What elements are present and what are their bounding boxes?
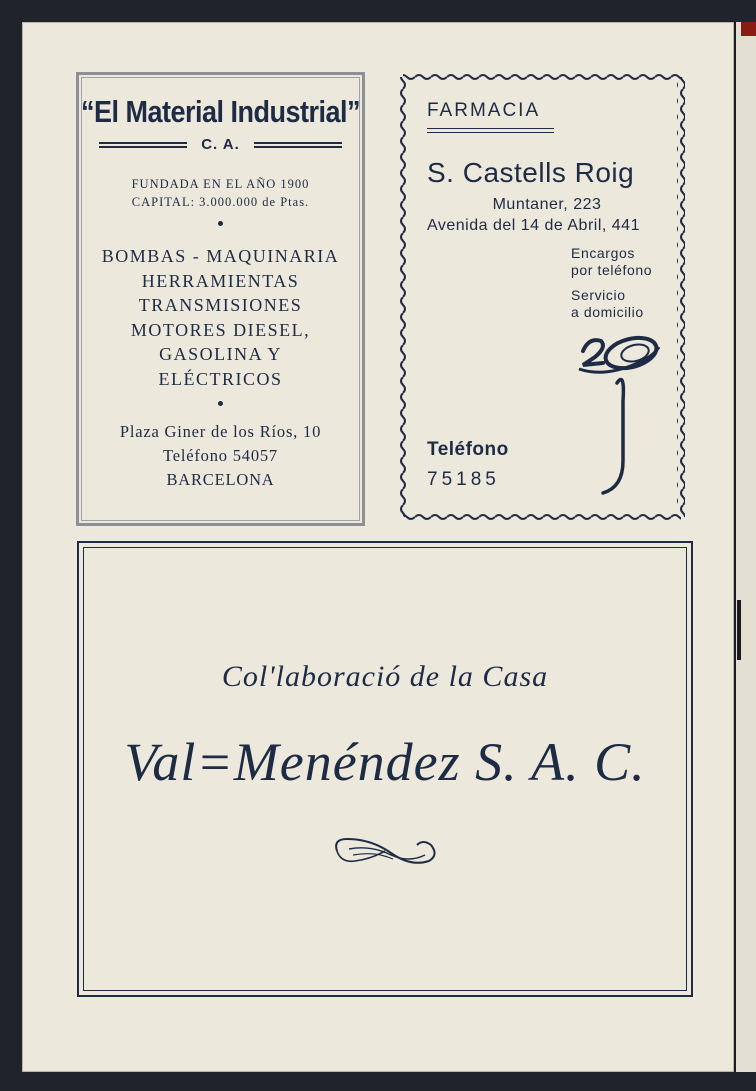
edge-mark: [737, 600, 741, 660]
orders-note: [571, 245, 652, 279]
ad-title: “El Material Industrial”: [80, 95, 361, 129]
orders-line: Encargos: [571, 245, 635, 261]
product-line: MOTORES DIESEL,: [130, 319, 311, 340]
product-line: HERRAMIENTAS: [141, 270, 300, 291]
street-address: Muntaner, 223: [492, 196, 602, 213]
avenue-address: Avenida del 14 de Abril, 441: [427, 217, 640, 234]
phone-label: Teléfono: [427, 439, 509, 460]
bullet-dot: [218, 401, 223, 406]
phone-number: 75185: [427, 469, 500, 490]
delivery-line: Servicio: [571, 287, 626, 303]
address-text: Plaza Giner de los Ríos, 10: [119, 422, 322, 441]
product-line: TRANSMISIONES: [138, 295, 303, 315]
delivery-line: a domicilio: [571, 304, 644, 320]
ad-material-industrial: [76, 72, 365, 526]
owner-name: S. Castells Roig: [427, 157, 635, 188]
delivery-note: [571, 287, 644, 321]
edge-tab: [741, 22, 756, 36]
ad-farmacia: [399, 73, 685, 521]
subtitle-row: [79, 136, 362, 153]
page-edge: [734, 22, 756, 1072]
bullet-dot: [218, 221, 223, 226]
heading-rule: [427, 128, 554, 133]
founded-text: FUNDADA EN EL AÑO 1900: [131, 177, 310, 191]
product-line: GASOLINA Y: [159, 344, 282, 364]
orders-line: por teléfono: [571, 262, 653, 278]
monogram-logo: [573, 331, 669, 501]
city-text: BARCELONA: [166, 470, 275, 489]
flourish-ornament: [331, 831, 439, 871]
company-type: C. A.: [201, 136, 240, 153]
product-line: ELÉCTRICOS: [158, 368, 283, 389]
contact-block: [79, 420, 362, 492]
collaboration-tagline: Col'laboració de la Casa: [221, 660, 549, 693]
divider-rule: [254, 142, 342, 148]
phone-text: Teléfono 54057: [163, 446, 278, 465]
ad-heading: FARMACIA: [427, 100, 541, 121]
divider-rule: [99, 142, 187, 148]
products-list: [79, 244, 362, 391]
capital-text: CAPITAL: 3.000.000 de Ptas.: [131, 195, 310, 209]
ad-val-menendez: [77, 541, 693, 997]
product-line: BOMBAS - MAQUINARIA: [101, 246, 340, 266]
company-name: Val=Menéndez S. A. C.: [124, 732, 646, 792]
farmacia-content: [399, 73, 685, 521]
